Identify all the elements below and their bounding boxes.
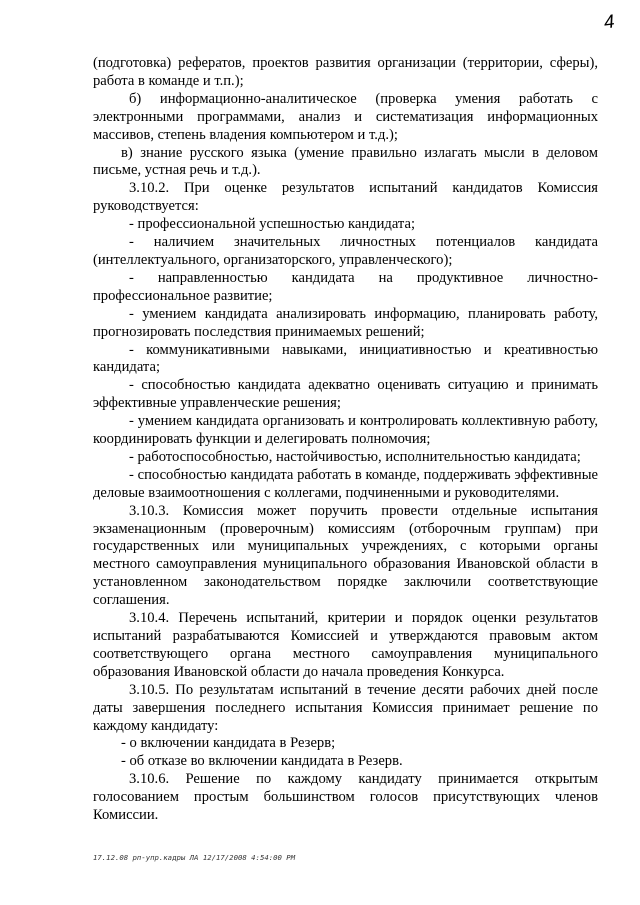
list-item: - способностью кандидата работать в команде, поддерживать эффективные деловые взаимоотношения с коллегами, подчиненными и руководителями.: [93, 466, 598, 501]
paragraph-3-10-5: 3.10.5. По результатам испытаний в течение десяти рабочих дней после даты завершения последнего испытания Комиссия принимает решение по каждому кандидату:: [93, 681, 598, 734]
paragraph-item-v: в) знание русского языка (умение правильно излагать мысли в деловом письме, устная речь и т.д.).: [93, 144, 598, 179]
paragraph-3-10-2: 3.10.2. При оценке результатов испытаний кандидатов Комиссия руководствуется:: [93, 180, 598, 215]
paragraph-3-10-6: 3.10.6. Решение по каждому кандидату принимается открытым голосованием простым большинством голосов присутствующих членов Комиссии.: [93, 771, 598, 824]
list-item: - умением кандидата организовать и контролировать коллективную работу, координировать функции и делегировать полномочия;: [93, 413, 598, 448]
list-item: - умением кандидата анализировать информацию, планировать работу, прогнозировать последствия принимаемых решений;: [93, 305, 598, 340]
list-item: - наличием значительных личностных потенциалов кандидата (интеллектуального, организаторского, управленческого);: [93, 234, 598, 268]
document-body: [93, 55, 598, 825]
paragraph-item-b: б) информационно-аналитическое (проверка умения работать с электронными программами, анализ и систематизация информационных массивов, степень владения компьютером и т.д.);: [93, 90, 598, 143]
page-number: 4: [602, 11, 616, 34]
paragraph-3-10-4: 3.10.4. Перечень испытаний, критерии и порядок оценки результатов испытаний разрабатываются Комиссией и утверждаются правовым актом соответствующего органа местного самоуправления муниципального образования Ивановской области до начала проведения Конкурса.: [93, 610, 598, 680]
list-item: - об отказе во включении кандидата в Резерв.: [121, 753, 403, 770]
list-item: - способностью кандидата адекватно оценивать ситуацию и принимать эффективные управленческие решения;: [93, 377, 598, 412]
list-item: - работоспособностью, настойчивостью, исполнительностью кандидата;: [129, 448, 581, 465]
list-item: - коммуникативными навыками, инициативностью и креативностью кандидата;: [93, 341, 598, 376]
list-item: - профессиональной успешностью кандидата;: [129, 216, 416, 233]
list-item: - направленностью кандидата на продуктивное личностно-профессиональное развитие;: [93, 269, 598, 304]
paragraph-3-10-3: 3.10.3. Комиссия может поручить провести отдельные испытания экзаменационным (проверочным) комиссиям (отборочным группам) при государственных или муниципальных учреждениях, с которыми органы местного самоуправления муниципального образования Ивановской области в установленном законодательством порядке заключили соответствующие соглашения.: [93, 502, 598, 609]
list-item: - о включении кандидата в Резерв;: [121, 735, 336, 752]
footer-file-info: 17.12.08 рп-упр.кадры ЛА 12/17/2008 4:54:00 PM: [93, 853, 296, 862]
paragraph-continued: (подготовка) рефератов, проектов развития организации (территории, сферы), работа в команде и т.п.);: [93, 55, 598, 89]
